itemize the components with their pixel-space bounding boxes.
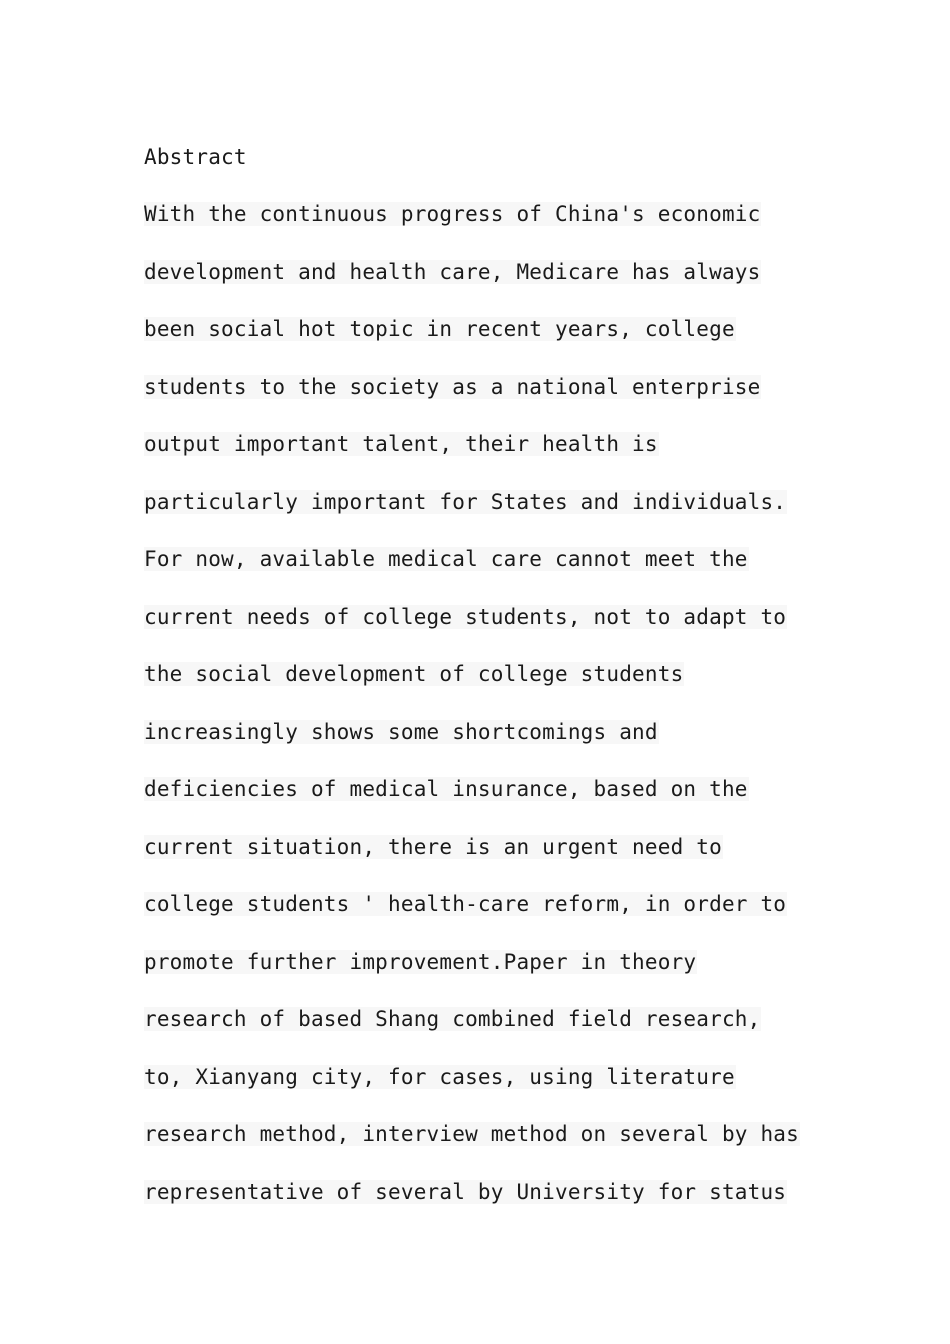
text-line: research of based Shang combined field research, [144,1007,761,1031]
text-line: increasingly shows some shortcomings and [144,719,658,744]
text-line: output important talent, their health is [144,432,658,456]
text-line: particularly important for States and individuals. [144,489,787,514]
abstract-heading: Abstract [144,145,247,169]
text-line: deficiencies of medical insurance, based on the [144,777,748,801]
text-line: development and health care, Medicare has always [144,259,761,284]
text-line: With the continuous progress of China's economic [144,202,761,226]
abstract-body [144,200,800,1235]
text-line: college students ' health-care reform, in order to [144,892,787,916]
text-line: current situation, there is an urgent need to [144,834,722,859]
text-line: promote further improvement.Paper in theory [144,949,697,974]
text-line: to, Xianyang city, for cases, using literature [144,1064,735,1089]
text-line: current needs of college students, not to adapt to [144,604,787,629]
text-line: research method, interview method on several by has [144,1122,799,1146]
text-line: been social hot topic in recent years, college [144,317,735,341]
text-line: representative of several by University for status [144,1179,787,1204]
text-line: For now, available medical care cannot meet the [144,547,748,571]
text-line: students to the society as a national enterprise [144,374,761,399]
text-line: the social development of college students [144,662,684,686]
